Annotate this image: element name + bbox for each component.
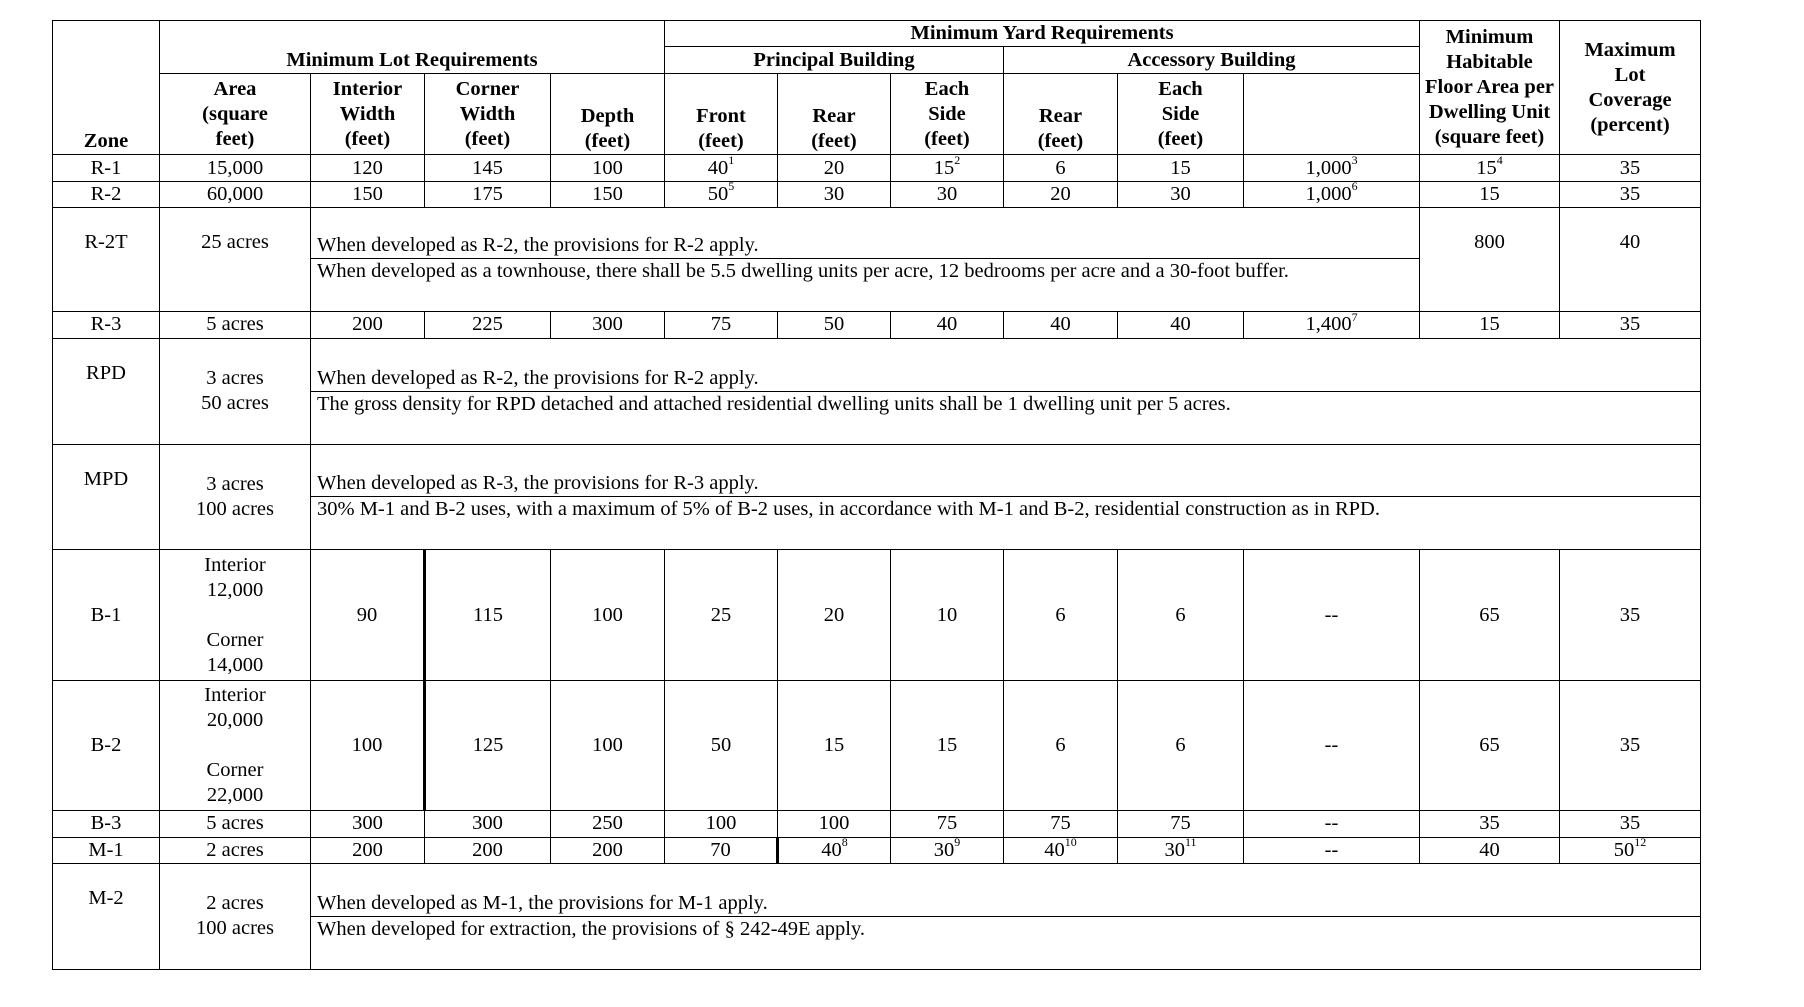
value: 30 xyxy=(933,838,955,861)
footnote-ref: 7 xyxy=(1351,311,1358,324)
table-row xyxy=(53,916,1701,969)
footnote-ref: 1 xyxy=(728,154,735,167)
header-line: Side xyxy=(928,102,966,125)
note-cell: When developed as a townhouse, there shall be 5.5 dwelling units per acre, 12 bedrooms per acre and a 30-foot buffer. xyxy=(311,259,1420,312)
value: 15 xyxy=(1476,156,1497,179)
depth-header xyxy=(551,73,665,154)
side-cell: 10 xyxy=(891,550,1004,680)
accessory-rear-cell: 6 xyxy=(1004,550,1118,680)
interior-width-cell: 120 xyxy=(311,155,425,181)
note-cell: When developed as M-1, the provisions for M-1 apply. xyxy=(311,863,1701,916)
side-cell: 15 xyxy=(891,680,1004,810)
area-header xyxy=(160,73,311,154)
floor-area-cell: -- xyxy=(1244,837,1420,863)
rear-cell: 50 xyxy=(778,312,891,338)
corner-width-cell: 125 xyxy=(425,680,551,810)
value: Interior xyxy=(204,553,266,576)
accessory-rear-cell: 6 xyxy=(1004,680,1118,810)
table-row xyxy=(53,391,1701,444)
area-cell: 3 acres xyxy=(160,338,311,391)
coverage-cell: 40 xyxy=(1560,208,1701,312)
height-cell: 35 xyxy=(1560,550,1701,680)
accessory-rear-cell: 20 xyxy=(1004,181,1118,207)
zone-header: Zone xyxy=(53,21,160,155)
coverage-header xyxy=(1560,21,1701,155)
rear-cell: 100 xyxy=(778,811,891,837)
header-line: Floor Area per xyxy=(1424,76,1555,99)
height-cell: 35 xyxy=(1560,811,1701,837)
rear-cell: 30 xyxy=(778,181,891,207)
header-line: Habitable xyxy=(1446,51,1533,74)
corner-width-cell: 300 xyxy=(425,811,551,837)
front-cell xyxy=(665,181,778,207)
corner-width-cell: 225 xyxy=(425,312,551,338)
value: Corner xyxy=(206,758,264,781)
header-line: Interior xyxy=(332,77,403,100)
value: 12,000 xyxy=(206,578,264,601)
footnote-ref: 6 xyxy=(1351,181,1358,194)
table-row xyxy=(53,444,1701,497)
corner-width-cell: 115 xyxy=(425,550,551,680)
min-lot-header: Minimum Lot Requirements xyxy=(160,21,665,74)
header-line: (feet) xyxy=(811,130,857,153)
side-cell xyxy=(891,837,1004,863)
front-header xyxy=(665,73,778,154)
height-cell xyxy=(1560,837,1701,863)
corner-width-cell: 200 xyxy=(425,837,551,863)
area-cell: 60,000 xyxy=(160,181,311,207)
note-cell: When developed as R-2, the provisions for R-2 apply. xyxy=(311,208,1420,259)
footnote-ref: 3 xyxy=(1351,154,1358,167)
value: 40 xyxy=(707,156,729,179)
note-cell: When developed as R-2, the provisions for R-2 apply. xyxy=(311,338,1701,391)
table-row xyxy=(53,811,1701,837)
table-row xyxy=(53,837,1701,863)
value: 1,000 xyxy=(1305,183,1352,206)
floor-area-cell: -- xyxy=(1244,550,1420,680)
value: 40 xyxy=(821,838,842,861)
value: 20,000 xyxy=(206,708,264,731)
rear-header xyxy=(778,73,891,154)
table-row xyxy=(53,155,1701,181)
value: 50 xyxy=(707,183,729,206)
table-row xyxy=(53,680,1701,810)
floor-area-cell: 800 xyxy=(1420,208,1560,312)
floor-area-cell xyxy=(1244,155,1420,181)
value: Corner xyxy=(206,628,264,651)
side-cell: 40 xyxy=(891,312,1004,338)
footnote-ref: 10 xyxy=(1064,837,1077,849)
area-cell: 15,000 xyxy=(160,155,311,181)
front-cell: 25 xyxy=(665,550,778,680)
header-line: (feet) xyxy=(464,127,511,150)
front-cell: 50 xyxy=(665,680,778,810)
accessory-side-cell: 6 xyxy=(1118,680,1244,810)
front-cell: 75 xyxy=(665,312,778,338)
depth-cell: 100 xyxy=(551,550,665,680)
note-cell: When developed for extraction, the provisions of § 242-49E apply. xyxy=(311,916,1701,969)
zone-cell: M-2 xyxy=(53,863,160,969)
zone-cell: R-3 xyxy=(53,312,160,338)
zoning-requirements-table xyxy=(52,20,1701,970)
accessory-rear-cell: 6 xyxy=(1004,155,1118,181)
accessory-side-cell: 40 xyxy=(1118,312,1244,338)
header-line: Lot xyxy=(1614,63,1646,86)
zone-cell: B-1 xyxy=(53,550,160,680)
value: 14,000 xyxy=(206,653,264,676)
depth-cell: 200 xyxy=(551,837,665,863)
zone-cell: B-3 xyxy=(53,811,160,837)
area-cell xyxy=(160,680,311,810)
header-line: (feet) xyxy=(698,130,744,153)
footnote-ref: 4 xyxy=(1496,154,1503,167)
header-line: Side xyxy=(1161,102,1200,125)
header-line: Dwelling Unit xyxy=(1428,101,1551,124)
corner-width-cell: 175 xyxy=(425,181,551,207)
corner-width-cell: 145 xyxy=(425,155,551,181)
accessory-side-cell: 15 xyxy=(1118,155,1244,181)
header-line: feet) xyxy=(215,127,255,150)
accessory-rear-header xyxy=(1004,73,1118,154)
table-row xyxy=(53,497,1701,550)
table-row xyxy=(53,550,1701,680)
header-line: Coverage xyxy=(1588,88,1672,111)
table-row xyxy=(53,338,1701,391)
value: 15 xyxy=(933,156,955,179)
header-line: Width xyxy=(339,102,396,125)
principal-building-header: Principal Building xyxy=(665,47,1004,73)
header-line: (feet) xyxy=(924,127,970,150)
header-line: Width xyxy=(459,102,516,125)
header-line: Front xyxy=(696,105,746,128)
accessory-rear-cell: 75 xyxy=(1004,811,1118,837)
height-cell: 35 xyxy=(1560,181,1701,207)
zone-cell: R-1 xyxy=(53,155,160,181)
header-row-1 xyxy=(53,21,1701,47)
height-cell: 35 xyxy=(1560,680,1701,810)
interior-width-cell: 300 xyxy=(311,811,425,837)
header-line: (feet) xyxy=(584,130,631,153)
zone-cell: R-2 xyxy=(53,181,160,207)
each-side-header xyxy=(891,73,1004,154)
header-line: (feet) xyxy=(344,127,391,150)
header-line: Maximum xyxy=(1584,38,1676,61)
side-cell: 75 xyxy=(891,811,1004,837)
coverage-cell: 65 xyxy=(1420,550,1560,680)
zone-cell: MPD xyxy=(53,444,160,550)
floor-area-cell: -- xyxy=(1244,811,1420,837)
height-cell: 35 xyxy=(1560,312,1701,338)
header-line: (feet) xyxy=(1157,127,1204,150)
note-cell: When developed as R-3, the provisions for R-3 apply. xyxy=(311,444,1701,497)
coverage-cell: 15 xyxy=(1420,312,1560,338)
value: Interior xyxy=(204,683,266,706)
zone-cell: B-2 xyxy=(53,680,160,810)
header-line: (square feet) xyxy=(1434,126,1545,149)
accessory-side-cell: 75 xyxy=(1118,811,1244,837)
note-cell: 30% M-1 and B-2 uses, with a maximum of 5% of B-2 uses, in accordance with M-1 and B-2, residential construction as in RPD. xyxy=(311,497,1701,550)
zone-cell: R-2T xyxy=(53,208,160,312)
interior-width-cell: 90 xyxy=(311,550,425,680)
footnote-ref: 11 xyxy=(1184,837,1197,849)
rear-cell: 20 xyxy=(778,155,891,181)
area-cell: 2 acres xyxy=(160,837,311,863)
side-cell xyxy=(891,155,1004,181)
interior-width-cell: 200 xyxy=(311,312,425,338)
note-cell: The gross density for RPD detached and attached residential dwelling units shall be 1 dwelling unit per 5 acres. xyxy=(311,391,1701,444)
header-line: Area xyxy=(213,77,257,100)
depth-cell: 100 xyxy=(551,155,665,181)
area-cell: 3 acres xyxy=(160,444,311,497)
accessory-side-cell: 30 xyxy=(1118,181,1244,207)
value: 22,000 xyxy=(206,783,264,806)
zone-cell: M-1 xyxy=(53,837,160,863)
interior-width-cell: 200 xyxy=(311,837,425,863)
floor-area-header xyxy=(1420,21,1560,155)
depth-cell: 150 xyxy=(551,181,665,207)
header-line: Rear xyxy=(812,105,856,128)
table-row xyxy=(53,208,1701,259)
rear-cell: 15 xyxy=(778,680,891,810)
interior-width-cell: 150 xyxy=(311,181,425,207)
footnote-ref: 5 xyxy=(728,181,735,194)
height-cell: 35 xyxy=(1560,155,1701,181)
header-line: Depth xyxy=(580,105,635,128)
area-cell: 100 acres xyxy=(160,497,311,550)
depth-cell: 300 xyxy=(551,312,665,338)
front-cell: 100 xyxy=(665,811,778,837)
header-line: Minimum xyxy=(1445,26,1534,49)
front-cell xyxy=(665,155,778,181)
value: 30 xyxy=(1164,838,1185,861)
interior-width-cell: 100 xyxy=(311,680,425,810)
accessory-rear-cell: 40 xyxy=(1004,312,1118,338)
coverage-cell: 35 xyxy=(1420,811,1560,837)
corner-width-header xyxy=(425,73,551,154)
depth-cell: 100 xyxy=(551,680,665,810)
header-line: (square xyxy=(202,102,268,125)
area-cell xyxy=(160,550,311,680)
table-row xyxy=(53,863,1701,916)
accessory-building-header: Accessory Building xyxy=(1004,47,1420,73)
coverage-cell: 65 xyxy=(1420,680,1560,810)
area-cell: 5 acres xyxy=(160,811,311,837)
depth-cell: 250 xyxy=(551,811,665,837)
coverage-cell: 15 xyxy=(1420,181,1560,207)
area-cell: 5 acres xyxy=(160,312,311,338)
accessory-rear-cell xyxy=(1004,837,1118,863)
floor-area-cell xyxy=(1244,312,1420,338)
table-row xyxy=(53,312,1701,338)
footnote-ref: 8 xyxy=(841,837,848,849)
accessory-side-cell xyxy=(1118,837,1244,863)
header-line: (feet) xyxy=(1037,130,1084,153)
header-line: (percent) xyxy=(1590,113,1670,136)
rear-cell: 20 xyxy=(778,550,891,680)
coverage-cell xyxy=(1420,155,1560,181)
floor-area-cell: -- xyxy=(1244,680,1420,810)
area-cell: 25 acres xyxy=(160,208,311,312)
accessory-side-cell: 6 xyxy=(1118,550,1244,680)
value: 50 xyxy=(1613,838,1635,861)
header-line: Each xyxy=(1158,77,1203,100)
zone-cell: RPD xyxy=(53,338,160,444)
accessory-side-header xyxy=(1118,73,1244,154)
coverage-cell: 40 xyxy=(1420,837,1560,863)
front-cell: 70 xyxy=(665,837,778,863)
table-row xyxy=(53,181,1701,207)
header-line: Rear xyxy=(1038,105,1083,128)
header-line: Each xyxy=(924,77,970,100)
min-yard-header: Minimum Yard Requirements xyxy=(665,21,1420,47)
area-cell: 2 acres xyxy=(160,863,311,916)
side-cell: 30 xyxy=(891,181,1004,207)
interior-width-header xyxy=(311,73,425,154)
footnote-ref: 9 xyxy=(954,837,961,849)
rear-cell xyxy=(778,837,891,863)
value: 1,000 xyxy=(1305,156,1352,179)
area-cell: 100 acres xyxy=(160,916,311,969)
area-cell: 50 acres xyxy=(160,391,311,444)
header-line: Corner xyxy=(455,77,520,100)
value: 40 xyxy=(1044,838,1065,861)
value: 1,400 xyxy=(1305,313,1352,336)
footnote-ref: 2 xyxy=(954,154,961,167)
footnote-ref: 12 xyxy=(1634,837,1647,849)
floor-area-cell xyxy=(1244,181,1420,207)
